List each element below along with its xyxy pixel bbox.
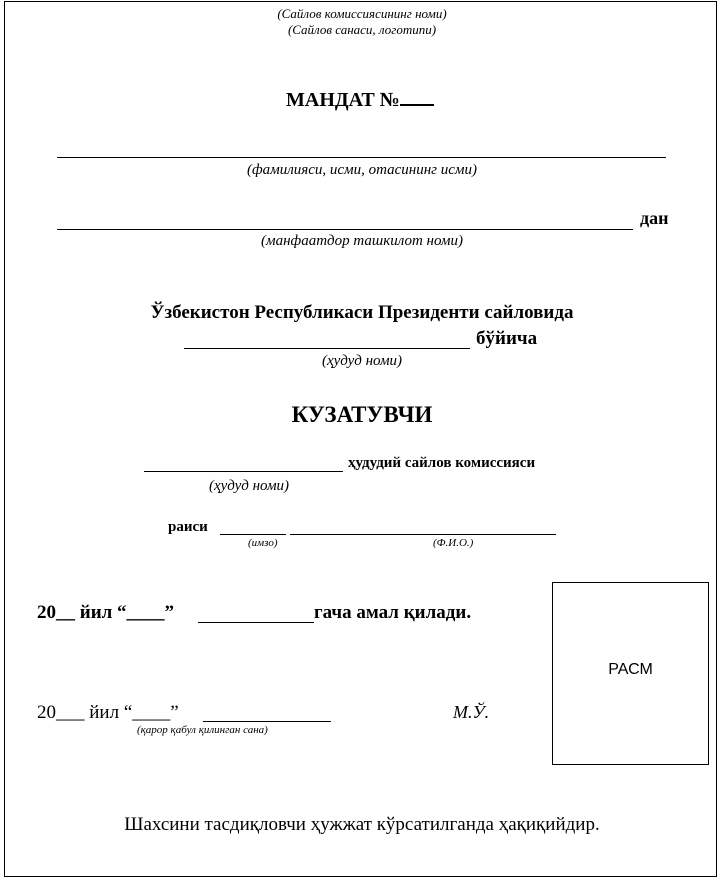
organization-caption: (манфаатдор ташкилот номи)	[261, 233, 463, 249]
signature-line	[220, 534, 286, 535]
validity-prefix: 20__ йил “____”	[37, 602, 175, 623]
commission-name-caption: (Сайлов комиссиясининг номи)	[277, 6, 447, 21]
validity-note: Шахсини тасдиқловчи ҳужжат кўрсатилганда ҳақиқийдир.	[124, 814, 600, 835]
election-date-logo-caption: (Сайлов санаси, логотипи)	[287, 22, 437, 37]
issue-date-prefix: 20___ йил “____”	[37, 702, 179, 723]
commission-label: ҳудудий сайлов комиссияси	[348, 455, 536, 471]
fio-caption: (Ф.И.О.)	[433, 537, 474, 549]
election-line: Ўзбекистон Республикаси Президенти сайловида	[150, 302, 574, 323]
fio-line	[290, 534, 556, 535]
full-name-caption: (фамилияси, исми, отасининг исми)	[246, 162, 477, 178]
photo-label: РАСМ	[608, 661, 653, 678]
commission-region-caption: (ҳудуд номи)	[209, 478, 290, 494]
signature-caption: (имзо)	[248, 537, 278, 549]
election-region-suffix: бўйича	[476, 328, 538, 349]
observer-title: КУЗАТУВЧИ	[291, 402, 433, 427]
validity-date-line	[198, 622, 314, 623]
mandate-title	[286, 88, 434, 112]
validity-suffix: гача амал қилади.	[314, 602, 472, 623]
chairman-label: раиси	[168, 519, 208, 535]
election-region-caption: (ҳудуд номи)	[321, 353, 403, 369]
organization-suffix: дан	[640, 208, 669, 228]
decision-date-caption: (қарор қабул қилинган сана)	[137, 724, 268, 736]
commission-region-line	[144, 471, 343, 472]
photo-box	[552, 582, 709, 765]
seal-placeholder: М.Ў.	[453, 702, 490, 722]
region-line	[184, 348, 470, 349]
issue-date-line	[203, 721, 331, 722]
full-name-line	[57, 157, 666, 158]
mandate-label: МАНДАТ №	[286, 89, 400, 111]
mandate-number-blank	[400, 88, 434, 106]
organization-line	[57, 229, 633, 230]
